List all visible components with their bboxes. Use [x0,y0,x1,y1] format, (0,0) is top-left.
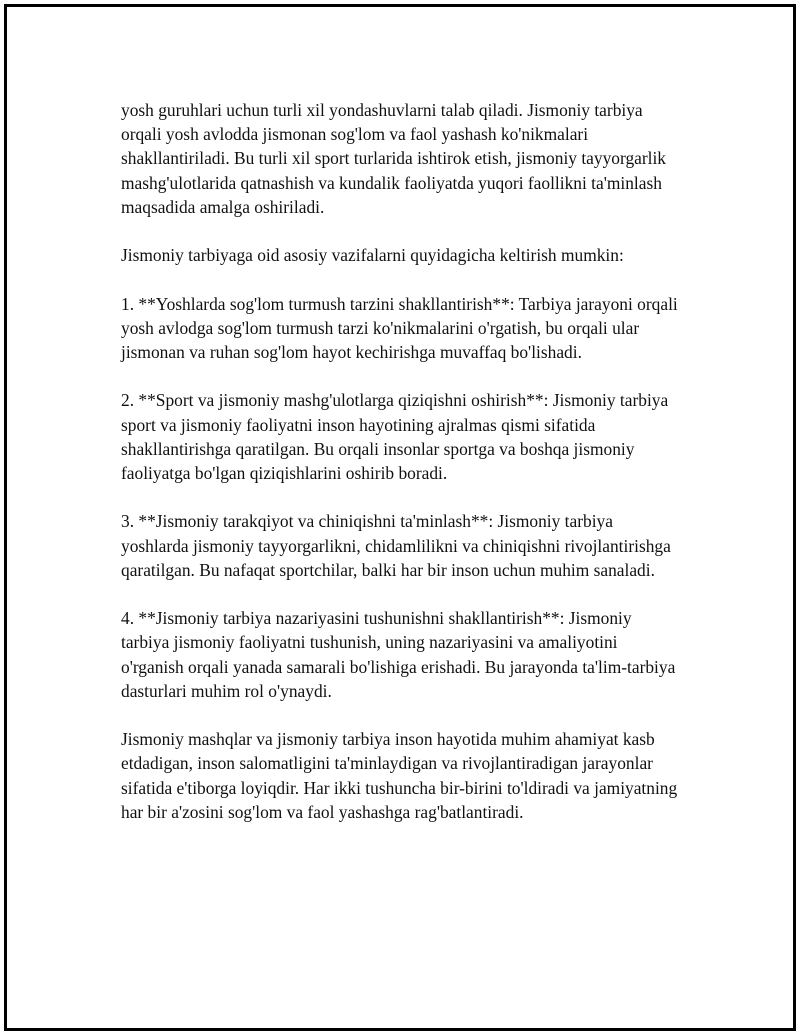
document-page [4,4,796,1031]
list-item-1: 1. **Yoshlarda sog'lom turmush tarzini shakllantirish**: Tarbiya jarayoni orqali yosh avlodga sog'lom turmush tarzi ko'nikmalarini o'rgatish, bu orqali ular jismonan va ruhan sog'lom hayot kechirishga muvaffaq bo'lishadi. [121,293,678,362]
paragraph-tasks-heading: Jismoniy tarbiyaga oid asosiy vazifalarni quyidagicha keltirish mumkin: [121,245,624,266]
paragraph-conclusion: Jismoniy mashqlar va jismoniy tarbiya inson hayotida muhim ahamiyat kasb etdadigan, inson salomatligini ta'minlaydigan va rivojlantiradigan jarayonlar sifatida e'tiborga loyiqdir. Har ikki tushuncha bir-birini to'ldiradi va jamiyatning har bir a'zosini sog'lom va faol yashashga rag'batlantiradi. [121,729,678,822]
document-body [121,98,681,848]
paragraph-intro: yosh guruhlari uchun turli xil yondashuvlarni talab qiladi. Jismoniy tarbiya orqali yosh avlodda jismonan sog'lom va faol yashash ko'nikmalari shakllantiriladi. Bu turli xil sport turlarida ishtirok etish, jismoniy tayyorgarlik mashg'ulotlarida qatnashish va kundalik faoliyatda yuqori faollikni ta'minlash maqsadida amalga oshiriladi. [121,100,667,217]
list-item-4: 4. **Jismoniy tarbiya nazariyasini tushunishni shakllantirish**: Jismoniy tarbiya jismoniy faoliyatni tushunish, uning nazariyasini va amaliyotini o'rganish orqali yanada samarali bo'lishiga erishadi. Bu jarayonda ta'lim-tarbiya dasturlari muhim rol o'ynaydi. [121,608,676,701]
list-item-2: 2. **Sport va jismoniy mashg'ulotlarga qiziqishni oshirish**: Jismoniy tarbiya sport va jismoniy faoliyatni inson hayotining ajralmas qismi sifatida shakllantirishga qaratilgan. Bu orqali insonlar sportga va boshqa jismoniy faoliyatga bo'lgan qiziqishlarini oshirib boradi. [121,390,669,483]
list-item-3: 3. **Jismoniy tarakqiyot va chiniqishni ta'minlash**: Jismoniy tarbiya yoshlarda jismoniy tayyorgarlikni, chidamlilikni va chiniqishni rivojlantirishga qaratilgan. Bu nafaqat sportchilar, balki har bir inson uchun muhim sanaladi. [121,511,671,580]
